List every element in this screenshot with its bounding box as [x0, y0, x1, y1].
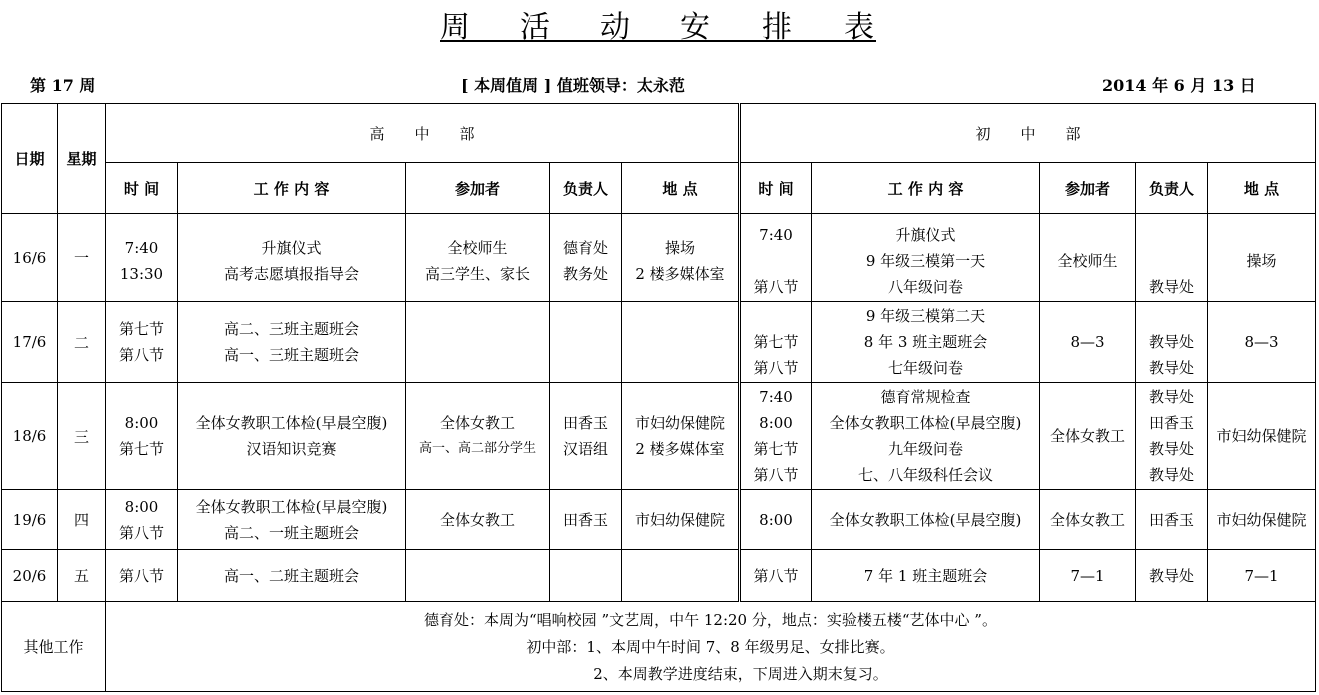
- cell-line: 7—1: [1244, 566, 1279, 585]
- cell-line: 第八节: [753, 466, 799, 484]
- junior-time-cell: [740, 550, 812, 602]
- cell-line: 第八节: [753, 359, 799, 377]
- cell-line: 教导处: [1148, 277, 1194, 296]
- cell-line: 9 年级三模第一天: [865, 251, 986, 270]
- cell-line: 市妇幼保健院: [1216, 510, 1307, 529]
- junior-owner-cell: [1136, 490, 1208, 550]
- high-owner-cell: [550, 550, 622, 602]
- note-line: 2、本周教学进度结束，下周进入期末复习。: [533, 665, 888, 683]
- title-char: 动: [600, 10, 630, 45]
- junior-content-cell: [812, 383, 1040, 490]
- cell-line: 七、八年级科任会议: [857, 466, 993, 484]
- cell-line: 7:40: [759, 388, 793, 406]
- cell-line: 高考志愿填报指导会: [223, 264, 359, 283]
- high-content-cell: [178, 550, 406, 602]
- cell-line: 教务处: [562, 264, 608, 283]
- other-work-label: 其他工作: [2, 602, 106, 692]
- high-time-cell: [106, 383, 178, 490]
- junior-content-cell: [812, 302, 1040, 383]
- schedule-row: [2, 550, 1316, 602]
- row-weekday: 二: [58, 302, 106, 383]
- schedule-row: [2, 214, 1316, 302]
- cell-line: 9 年级三模第二天: [865, 307, 986, 325]
- cell-line: 13:30: [119, 264, 164, 283]
- junior-participants-cell: [1040, 490, 1136, 550]
- cell-line: 全校师生: [447, 238, 508, 257]
- cell-line: [1136, 303, 1207, 329]
- cell-line: 市妇幼保健院: [1216, 427, 1307, 445]
- junior-time-cell: [740, 214, 812, 302]
- cell-line: 教导处: [1148, 440, 1194, 458]
- week-number: 第 17 周: [30, 76, 96, 95]
- high-participants-cell: [406, 490, 550, 550]
- schedule-row: [2, 383, 1316, 490]
- other-work-row: [2, 602, 1316, 692]
- title-char: 表: [844, 10, 874, 45]
- cell-line: 高二、一班主题班会: [223, 523, 359, 542]
- cell-line: 第八节: [118, 566, 164, 585]
- high-location-cell: [622, 383, 740, 490]
- header-time: 时 间: [740, 163, 812, 214]
- cell-line: 高一、高二部分学生: [418, 441, 536, 456]
- header-owner: 负责人: [1136, 163, 1208, 214]
- cell-line: 7—1: [1070, 566, 1105, 585]
- cell-line: 全体女教工: [1049, 427, 1125, 445]
- cell-line: 高一、二班主题班会: [223, 566, 359, 585]
- header-weekday: 星期: [58, 104, 106, 214]
- high-content-cell: [178, 302, 406, 383]
- row-weekday: 四: [58, 490, 106, 550]
- row-weekday: 一: [58, 214, 106, 302]
- cell-line: 教导处: [1148, 388, 1194, 406]
- header-participants: 参加者: [406, 163, 550, 214]
- high-content-cell: [178, 214, 406, 302]
- high-participants-cell: [406, 383, 550, 490]
- cell-line: 8 年 3 班主题班会: [863, 333, 988, 351]
- cell-line: 全体女教职工体检(早晨空腹): [195, 414, 388, 432]
- cell-line: 九年级问卷: [887, 440, 963, 458]
- note-line: 德育处：本周为“唱响校园 ”文艺周，中午 12:20 分，地点：实验楼五楼“艺体中心 ”。: [424, 611, 997, 629]
- title-char: 活: [520, 10, 550, 45]
- junior-time-cell: [740, 383, 812, 490]
- cell-line: 第八节: [118, 346, 164, 364]
- cell-line: 德育处: [562, 238, 608, 257]
- cell-line: 7 年 1 班主题班会: [863, 566, 988, 585]
- junior-location-cell: [1208, 214, 1316, 302]
- junior-content-cell: [812, 214, 1040, 302]
- high-participants-cell: [406, 214, 550, 302]
- cell-line: 高二、三班主题班会: [223, 320, 359, 338]
- cell-line: 升旗仪式: [261, 238, 322, 257]
- cell-line: 全体女教工: [439, 510, 515, 529]
- cell-line: 市妇幼保健院: [634, 414, 725, 432]
- header-date: 日期: [2, 104, 58, 214]
- cell-line: 德育常规检查: [880, 388, 971, 406]
- cell-line: 田香玉: [562, 510, 608, 529]
- cell-line: 8:00: [124, 497, 159, 516]
- cell-line: 汉语组: [562, 440, 608, 458]
- header-time: 时 间: [106, 163, 178, 214]
- cell-line: 田香玉: [1148, 414, 1194, 432]
- junior-time-cell: [740, 490, 812, 550]
- cell-line: 全体女教工: [439, 414, 515, 432]
- high-location-cell: [622, 490, 740, 550]
- cell-line: 高三学生、家长: [424, 264, 530, 283]
- header-high-school: 高 中 部: [106, 104, 740, 163]
- cell-line: 教导处: [1148, 359, 1194, 377]
- header-owner: 负责人: [550, 163, 622, 214]
- cell-line: 教导处: [1148, 566, 1194, 585]
- junior-participants-cell: [1040, 302, 1136, 383]
- cell-line: 教导处: [1148, 333, 1194, 351]
- schedule-row: [2, 490, 1316, 550]
- cell-line: 第八节: [753, 566, 799, 585]
- high-owner-cell: [550, 214, 622, 302]
- header-content: 工 作 内 容: [178, 163, 406, 214]
- junior-participants-cell: [1040, 383, 1136, 490]
- header-participants: 参加者: [1040, 163, 1136, 214]
- cell-line: 高一、三班主题班会: [223, 346, 359, 364]
- junior-location-cell: [1208, 302, 1316, 383]
- cell-line: 八年级问卷: [887, 277, 963, 296]
- cell-line: 田香玉: [1148, 510, 1194, 529]
- header-junior-school: 初 中 部: [740, 104, 1316, 163]
- cell-line: 升旗仪式: [895, 225, 956, 244]
- other-work-notes: [106, 602, 1316, 692]
- high-owner-cell: [550, 302, 622, 383]
- high-location-cell: [622, 214, 740, 302]
- high-time-cell: [106, 550, 178, 602]
- row-weekday: 五: [58, 550, 106, 602]
- cell-line: 8—3: [1070, 333, 1105, 351]
- cell-line: 8—3: [1244, 333, 1279, 351]
- high-time-cell: [106, 214, 178, 302]
- row-date: 19/6: [2, 490, 58, 550]
- cell-line: 全体女教工: [1049, 510, 1125, 529]
- junior-participants-cell: [1040, 550, 1136, 602]
- junior-owner-cell: [1136, 302, 1208, 383]
- high-location-cell: [622, 550, 740, 602]
- cell-line: 全体女教职工体检(早晨空腹): [829, 414, 1022, 432]
- title-char: 安: [680, 10, 710, 45]
- junior-location-cell: [1208, 383, 1316, 490]
- cell-line: 第七节: [753, 333, 799, 351]
- cell-line: 全体女教职工体检(早晨空腹): [829, 510, 1022, 529]
- cell-line: 汉语知识竞赛: [246, 440, 337, 458]
- high-owner-cell: [550, 490, 622, 550]
- cell-line: 8:00: [759, 510, 793, 529]
- high-time-cell: [106, 490, 178, 550]
- cell-line: 7:40: [124, 238, 159, 257]
- junior-owner-cell: [1136, 214, 1208, 302]
- schedule-table: [1, 103, 1316, 692]
- high-content-cell: [178, 383, 406, 490]
- cell-line: 第八节: [118, 523, 164, 542]
- high-time-cell: [106, 302, 178, 383]
- header-location: 地 点: [622, 163, 740, 214]
- cell-line: 全体女教职工体检(早晨空腹): [195, 497, 388, 516]
- cell-line: 第八节: [753, 277, 799, 296]
- high-participants-cell: [406, 302, 550, 383]
- cell-line: 全校师生: [1057, 251, 1118, 270]
- cell-line: 操场: [664, 238, 695, 257]
- high-participants-cell: [406, 550, 550, 602]
- cell-line: 7:40: [759, 225, 793, 244]
- cell-line: 七年级问卷: [887, 359, 963, 377]
- high-owner-cell: [550, 383, 622, 490]
- cell-line: 田香玉: [562, 414, 608, 432]
- junior-location-cell: [1208, 490, 1316, 550]
- junior-time-cell: [740, 302, 812, 383]
- cell-line: [741, 248, 811, 274]
- high-location-cell: [622, 302, 740, 383]
- row-date: 17/6: [2, 302, 58, 383]
- title-char: 周: [440, 10, 470, 45]
- report-date: 2014 年 6 月 13 日: [1102, 76, 1256, 95]
- junior-content-cell: [812, 550, 1040, 602]
- junior-participants-cell: [1040, 214, 1136, 302]
- title-char: 排: [762, 10, 792, 45]
- schedule-row: [2, 302, 1316, 383]
- cell-line: 第七节: [753, 440, 799, 458]
- cell-line: 第七节: [118, 440, 164, 458]
- cell-line: 教导处: [1148, 466, 1194, 484]
- cell-line: 操场: [1246, 251, 1277, 270]
- cell-line: [1136, 248, 1207, 274]
- header-content: 工 作 内 容: [812, 163, 1040, 214]
- cell-line: 第七节: [118, 320, 164, 338]
- note-line: 初中部：1、本周中午时间 7、8 年级男足、女排比赛。: [526, 638, 895, 656]
- cell-line: 8:00: [759, 414, 793, 432]
- junior-content-cell: [812, 490, 1040, 550]
- row-date: 16/6: [2, 214, 58, 302]
- row-date: 18/6: [2, 383, 58, 490]
- cell-line: 市妇幼保健院: [634, 510, 725, 529]
- cell-line: 2 楼多媒体室: [635, 440, 725, 458]
- cell-line: 2 楼多媒体室: [635, 264, 725, 283]
- junior-owner-cell: [1136, 550, 1208, 602]
- junior-owner-cell: [1136, 383, 1208, 490]
- page-title: [440, 2, 876, 45]
- high-content-cell: [178, 490, 406, 550]
- cell-line: [741, 303, 811, 329]
- header-location: 地 点: [1208, 163, 1316, 214]
- duty-leader: [ 本周值周 ] 值班领导：太永范: [461, 76, 685, 95]
- junior-location-cell: [1208, 550, 1316, 602]
- row-date: 20/6: [2, 550, 58, 602]
- cell-line: [1136, 222, 1207, 248]
- row-weekday: 三: [58, 383, 106, 490]
- cell-line: 8:00: [124, 414, 159, 432]
